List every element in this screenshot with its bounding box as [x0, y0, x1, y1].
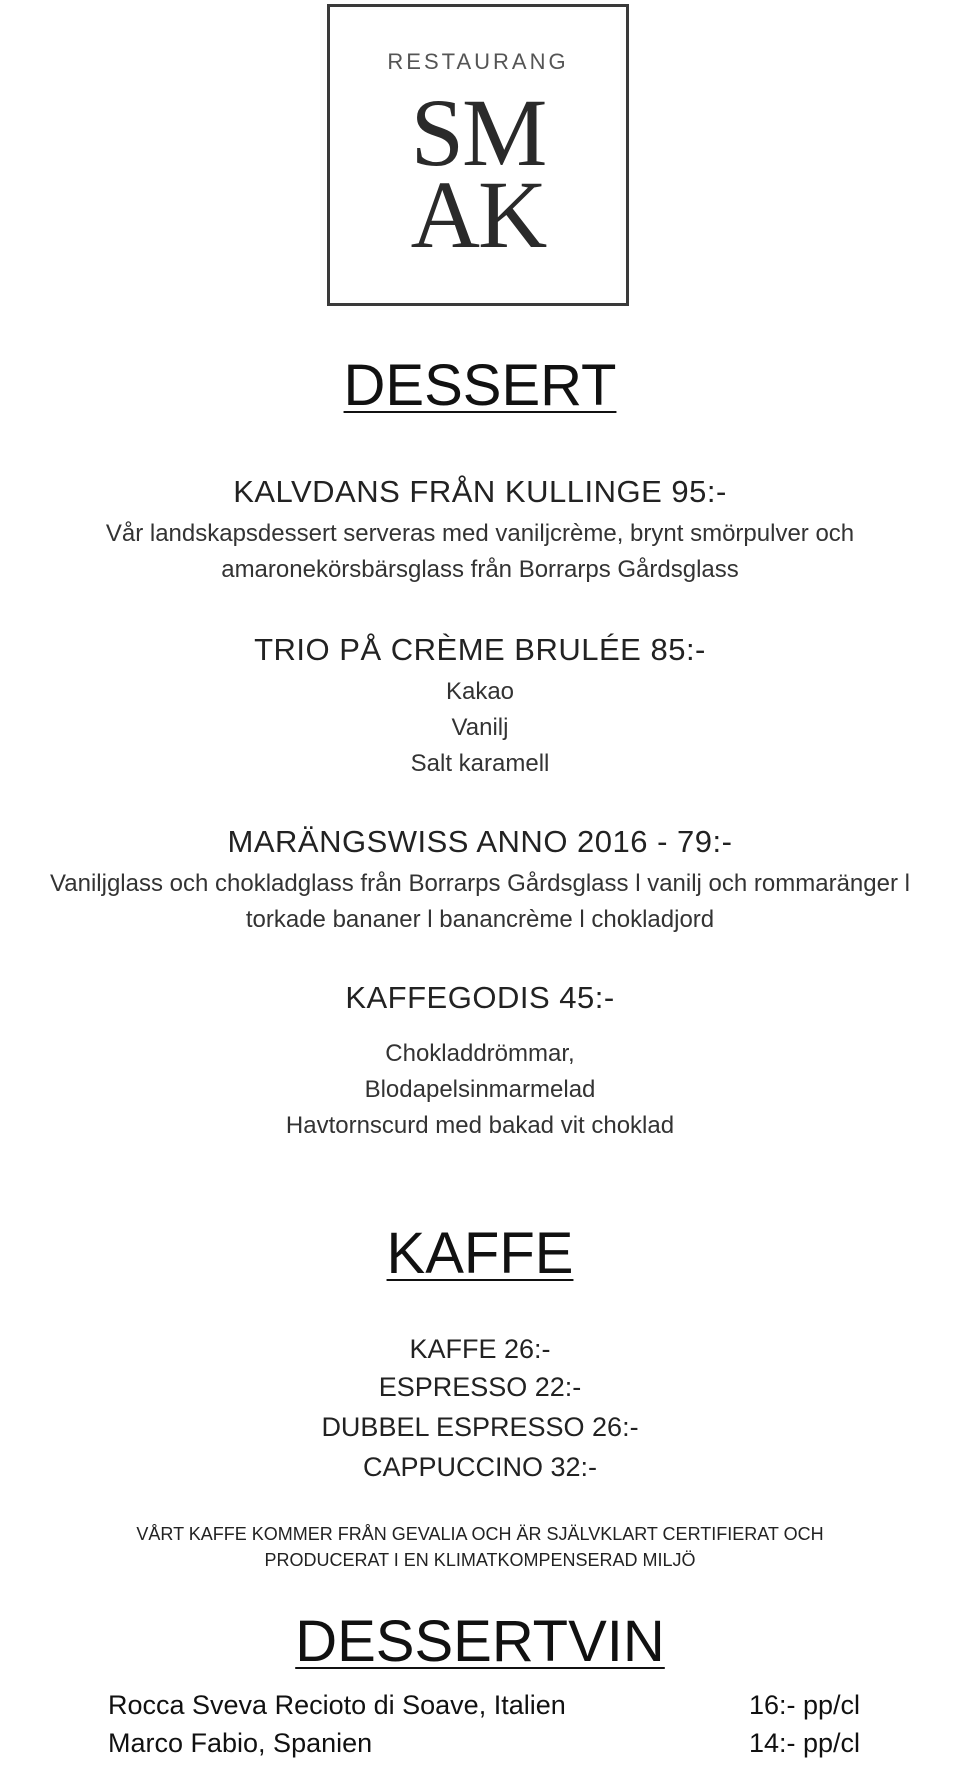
item-desc-line: Havtornscurd med bakad vit choklad	[285, 1112, 675, 1139]
item-title: KAFFEGODIS 45:-	[345, 980, 615, 1015]
section-title-kaffe: KAFFE	[386, 1221, 574, 1286]
wine-name: Rocca Sveva Recioto di Soave, Italien	[108, 1690, 566, 1720]
logo-line-1: SM	[410, 79, 546, 186]
wine-row	[108, 1690, 860, 1728]
item-desc-line: Kakao	[445, 678, 515, 705]
logo-top-text: RESTAURANG	[387, 49, 569, 74]
section-title-dessert: DESSERT	[343, 353, 617, 418]
coffee-item: DUBBEL ESPRESSO 26:-	[321, 1412, 639, 1442]
item-desc-line: Vanilj	[451, 714, 509, 741]
item-desc-line: Vår landskapsdessert serveras med vaniljcrème, brynt smörpulver och	[105, 520, 855, 547]
section-title-dessertvin: DESSERTVIN	[295, 1609, 665, 1674]
item-desc-line: Blodapelsinmarmelad	[364, 1076, 596, 1103]
item-desc-line: Salt karamell	[410, 750, 550, 777]
coffee-item: KAFFE 26:-	[409, 1334, 551, 1364]
item-desc-line: amaronekörsbärsglass från Borrarps Gårdsglass	[221, 556, 739, 583]
wine-price: 16:- pp/cl	[748, 1690, 860, 1720]
coffee-note-line: PRODUCERAT I EN KLIMATKOMPENSERAD MILJÖ	[264, 1550, 696, 1570]
item-title: TRIO PÅ CRÈME BRULÉE 85:-	[254, 632, 706, 667]
restaurant-logo	[327, 4, 629, 306]
coffee-item: ESPRESSO 22:-	[378, 1372, 582, 1402]
wine-row	[108, 1728, 860, 1766]
item-title: KALVDANS FRÅN KULLINGE 95:-	[233, 474, 727, 509]
logo-line-2: AK	[410, 161, 546, 268]
coffee-item: CAPPUCCINO 32:-	[362, 1452, 598, 1482]
wine-price: 14:- pp/cl	[748, 1728, 860, 1758]
wine-name: Marco Fabio, Spanien	[108, 1728, 373, 1758]
item-title: MARÄNGSWISS ANNO 2016 - 79:-	[227, 824, 733, 859]
item-desc-line: torkade bananer l banancrème l chokladjord	[245, 906, 715, 933]
coffee-note-line: VÅRT KAFFE KOMMER FRÅN GEVALIA OCH ÄR SJÄLVKLART CERTIFIERAT OCH	[136, 1524, 824, 1544]
item-desc-line: Vaniljglass och chokladglass från Borrarps Gårdsglass l vanilj och rommaränger l	[50, 870, 910, 897]
item-desc-line: Chokladdrömmar,	[385, 1040, 575, 1067]
